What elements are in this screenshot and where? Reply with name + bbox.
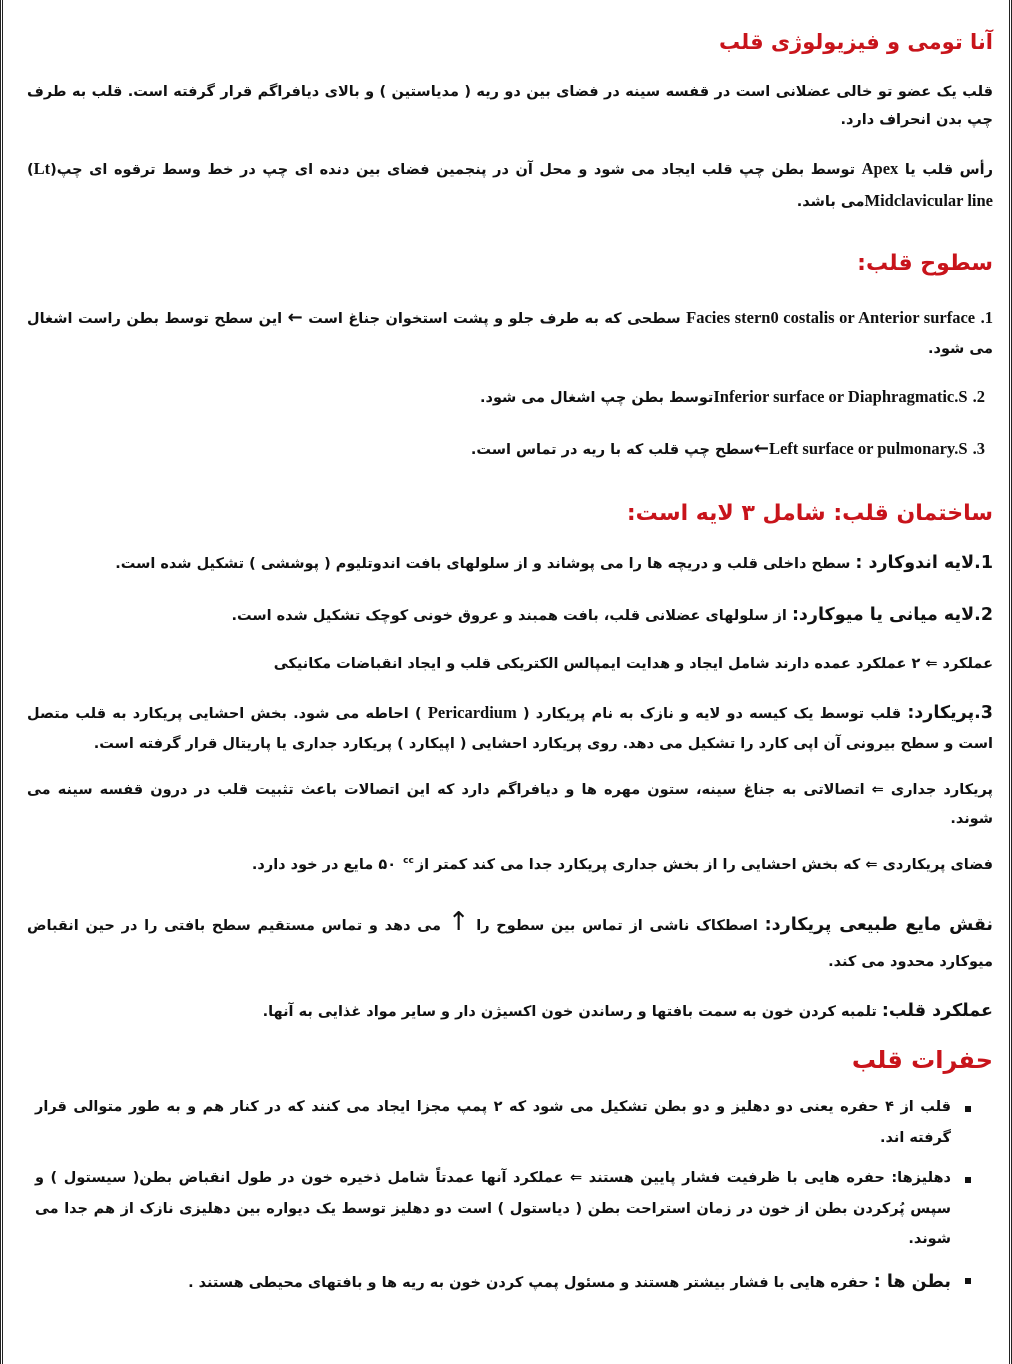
surface-3-term: Left surface or pulmonary.S bbox=[768, 439, 968, 459]
chambers-list bbox=[27, 1092, 993, 1301]
space-text-b: ۵۰ مایع در خود دارد. bbox=[251, 856, 397, 873]
surface-item-2 bbox=[27, 381, 993, 413]
bullet-icon bbox=[965, 1278, 971, 1284]
cc-unit: cc bbox=[403, 856, 414, 867]
surface-2-number: .2 bbox=[972, 387, 985, 407]
left-arrow-icon: ← bbox=[287, 306, 303, 328]
surface-1-text-2: این سطح توسط بطن راست اشغال می شود. bbox=[27, 310, 993, 357]
surface-item-1 bbox=[27, 300, 993, 363]
function-text: تلمبه کردن خون به سمت بافتها و رساندن خون اکسیژن دار و سایر مواد غذایی به آنها. bbox=[262, 1004, 877, 1021]
intro-paragraph-2 bbox=[27, 153, 993, 217]
layer-endocardium bbox=[27, 546, 993, 580]
space-text-a: فضای پریکاردی ⇐ که بخش احشایی را از بخش جداری پریکارد جدا می کند کمتر از bbox=[415, 856, 993, 873]
fluid-text-a: اصطکاک ناشی از تماس بین سطوح را bbox=[476, 918, 758, 935]
left-arrow-icon: ← bbox=[753, 438, 769, 460]
function-label: عملکرد قلب: bbox=[881, 1001, 993, 1022]
layer-myocardium bbox=[27, 598, 993, 632]
layer-3-text-b: ) احاطه می شود. بخش احشایی پریکارد به قلب متصل است و سطح بیرونی آن اپی کارد را تشکیل می دهد. روی پریکارد احشایی ( اپیکارد ) پریکارد جداری یا پاریتال قرار گرفته است. bbox=[27, 706, 993, 753]
lt-close: ) bbox=[27, 161, 34, 178]
layer-2-text: از سلولهای عضلانی قلب، بافت همبند و عروق خونی کوچک تشکیل شده است. bbox=[231, 607, 787, 624]
apex-term: Apex bbox=[861, 158, 899, 178]
atria-label: دهلیزها: bbox=[891, 1170, 951, 1187]
surface-3-text: سطح چپ قلب که با ریه در تماس است. bbox=[470, 442, 754, 459]
bullet-icon bbox=[965, 1177, 971, 1183]
lt-term: Lt bbox=[33, 158, 51, 178]
chambers-heading: حفرات قلب bbox=[851, 1046, 993, 1075]
list-item bbox=[27, 1163, 993, 1254]
fluid-label: نقش مایع طبیعی پریکارد: bbox=[764, 915, 993, 936]
surface-1-term: Facies stern0 costalis or Anterior surface bbox=[686, 307, 976, 327]
heart-function bbox=[27, 994, 993, 1028]
pericardial-space bbox=[27, 851, 993, 879]
surface-1-number: .1 bbox=[980, 307, 993, 327]
surfaces-heading: سطوح قلب: bbox=[857, 250, 993, 276]
atria-text: حفره هایی با ظرفیت فشار پایین هستند ⇐ عملکرد آنها عمدتاً شامل ذخیره خون در طول انقباض بطن( سیستول ) و سپس پُرکردن بطن از خون در زمان استراحت بطن ( دیاستول ) است دو دهلیز توسط یک دیواره بین دهلیزی نازک از هم جدا می شوند. bbox=[35, 1170, 951, 1248]
apex-suffix: می باشد. bbox=[796, 193, 865, 210]
page-title: آنا تومی و فیزیولوژی قلب bbox=[719, 30, 993, 54]
chambers-text-1: قلب از ۴ حفره یعنی دو دهلیز و دو بطن تشکیل می شود که ۲ پمپ مجزا ایجاد می کنند که در کنار هم و به طور متوالی قرار گرفته اند. bbox=[35, 1099, 952, 1146]
surface-2-text: توسط بطن چپ اشغال می شود. bbox=[480, 390, 714, 407]
ventricles-label: بطن ها : bbox=[873, 1272, 951, 1293]
layer-2-label: 2.لایه میانی یا میوکارد: bbox=[791, 604, 993, 625]
surface-3-number: .3 bbox=[972, 439, 985, 459]
surface-item-3 bbox=[27, 431, 993, 466]
layer-3-label: 3.پریکارد: bbox=[907, 703, 993, 724]
parietal-pericardium: پریکارد جداری ⇐ اتصالاتی به جناغ سینه، ستون مهره ها و دیافراگم دارد که این اتصالات باعث تثبیت قلب در درون قفسه سینه می شوند. bbox=[27, 782, 993, 827]
layer-3-text-a: قلب توسط یک کیسه دو لایه و نازک به نام پریکارد ( bbox=[522, 706, 902, 723]
apex-prefix: رأس قلب یا bbox=[904, 161, 993, 178]
list-item bbox=[27, 1264, 993, 1301]
structure-heading: ساختمان قلب: شامل ۳ لایه است: bbox=[626, 500, 993, 526]
surface-1-text: سطحی که به طرف جلو و پشت استخوان جناغ است bbox=[308, 310, 681, 327]
layer-1-text: سطح داخلی قلب و دریچه ها را می پوشاند و از سلولهای بافت اندوتلیوم ( پوششی ) تشکیل شده است. bbox=[115, 555, 851, 572]
intro-paragraph-1: قلب یک عضو تو خالی عضلانی است در قفسه سینه در فضای بین دو ریه ( مدیاستین ) و بالای دیافراگم قرار گرفته است. قلب به طرف چپ بدن انحراف دارد. bbox=[27, 84, 993, 129]
layer-1-label: 1.لایه اندوکارد : bbox=[855, 552, 993, 573]
ventricles-text: حفره هایی با فشار بیشتر هستند و مسئول پمپ کردن خون به ریه ها و بافتهای محیطی هستند . bbox=[188, 1275, 869, 1292]
surface-2-term: Inferior surface or Diaphragmatic.S bbox=[713, 387, 968, 407]
list-item bbox=[27, 1092, 993, 1153]
pericardium-term: Pericardium bbox=[427, 703, 517, 723]
up-arrow-icon: ↑ bbox=[447, 907, 470, 938]
layer-pericardium bbox=[27, 696, 993, 758]
midclavicular-term: Midclavicular line bbox=[864, 190, 993, 210]
pericardial-fluid-role bbox=[27, 897, 993, 976]
bullet-icon bbox=[965, 1106, 971, 1112]
fluid-text-b: می دهد و تماس مستقیم سطح بافتی را در حین انقباض میوکارد محدود می کند. bbox=[27, 918, 993, 970]
apex-text: توسط بطن چپ قلب ایجاد می شود و محل آن در پنجمین فضای بین دنده ای چپ در خط وسط ترقوه ای چپ( bbox=[50, 161, 856, 178]
myocardium-function: عملکرد ⇐ ۲ عملکرد عمده دارند شامل ایجاد و هدایت ایمپالس الکتریکی قلب و ایجاد انقباضات مکانیکی bbox=[273, 655, 993, 672]
